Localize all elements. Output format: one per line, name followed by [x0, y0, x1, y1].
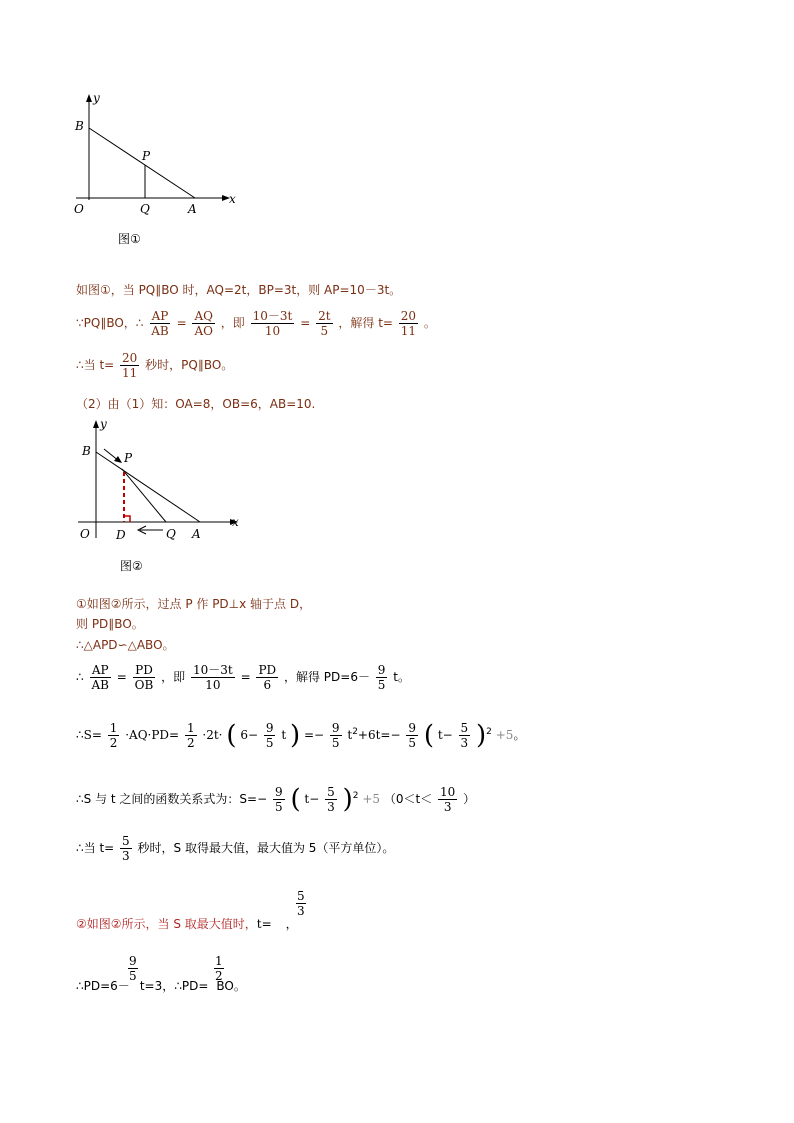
num: AQ — [194, 309, 213, 323]
fraction-20-11 — [399, 309, 418, 338]
label-q: Q — [166, 527, 176, 541]
text-fragment: ， — [285, 917, 298, 931]
text-fragment: ·2t· — [202, 728, 223, 742]
y-axis-arrow — [86, 94, 92, 102]
text-fragment: t — [347, 728, 353, 742]
num: 9 — [129, 954, 137, 968]
left-paren: ( — [290, 784, 301, 815]
fraction-9-5 — [406, 721, 418, 750]
label-p: P — [124, 451, 133, 465]
right-paren: ) — [289, 720, 301, 751]
label-a: A — [192, 527, 201, 541]
text-fragment: ∴S= — [76, 728, 102, 742]
line-11 — [76, 830, 394, 866]
text-fragment: ∴当 t= — [76, 841, 115, 855]
num: AP — [151, 309, 169, 323]
den: 2 — [215, 969, 223, 983]
line-4: （2）由（1）知：OA=8，OB=6，AB=10. — [76, 397, 316, 411]
right-paren: ) — [476, 720, 487, 751]
fraction-9-5 — [330, 721, 342, 750]
num: 10－3t — [252, 309, 293, 323]
left-paren: ( — [226, 720, 237, 751]
fraction-pd-ob — [133, 663, 156, 692]
den: 3 — [460, 736, 469, 750]
fraction-5-3-raised — [296, 889, 306, 918]
y-axis-arrow — [93, 420, 99, 428]
den: AB — [151, 324, 169, 338]
text-fragment: ，即 — [161, 670, 186, 684]
fraction-10-3 — [438, 785, 457, 814]
den: 5 — [320, 324, 329, 338]
num: 9 — [331, 721, 340, 735]
figure-2-caption: 图② — [120, 559, 143, 573]
fraction-5-3 — [459, 721, 471, 750]
num: 20 — [400, 309, 417, 323]
label-x: x — [229, 192, 236, 206]
den: 2 — [186, 736, 195, 750]
den: OB — [134, 678, 154, 692]
left-paren: ( — [423, 720, 434, 751]
num: 20 — [122, 351, 138, 365]
text-fragment: +5 — [495, 728, 514, 742]
num: 2t — [318, 309, 331, 323]
line-1: 如图①，当 PQ∥BO 时，AQ=2t，BP=3t，则 AP=10－3t。 — [76, 283, 402, 297]
figure-1 — [70, 90, 240, 246]
den: 11 — [400, 324, 417, 338]
equals: = — [300, 316, 311, 330]
den: 5 — [377, 678, 386, 692]
num: 5 — [122, 834, 130, 848]
den: 3 — [327, 800, 335, 814]
line-7: ∴△APD∽△ABO。 — [76, 638, 175, 652]
den: 6 — [263, 678, 272, 692]
text-fragment: ②如图②所示，当 S 取最大值时， — [76, 917, 257, 931]
fraction-9-5 — [264, 721, 276, 750]
num: 9 — [274, 785, 283, 799]
fraction-aq-ao — [192, 309, 215, 338]
fraction-10-3t — [251, 309, 295, 338]
text-fragment: ·AQ·PD= — [125, 728, 180, 742]
text-fragment: ∵PQ∥BO，∴ — [76, 316, 144, 330]
den: 5 — [274, 800, 283, 814]
equals: = — [176, 316, 187, 330]
num: 5 — [460, 721, 469, 735]
segment-ba — [96, 452, 200, 522]
num: 10 — [440, 785, 456, 799]
num: PD — [135, 663, 153, 677]
line-2 — [76, 306, 436, 340]
label-b: B — [75, 119, 84, 133]
fraction-ap-ab — [149, 309, 170, 338]
num: 9 — [408, 721, 417, 735]
text-fragment: =− — [303, 728, 325, 742]
num: 5 — [327, 785, 335, 799]
line-5: ①如图②所示，过点 P 作 PD⊥x 轴于点 D， — [76, 597, 312, 611]
den: 5 — [408, 736, 417, 750]
num: 1 — [215, 954, 223, 968]
text-fragment: BO。 — [216, 979, 246, 993]
fraction-pd-6 — [256, 663, 278, 692]
num: 1 — [109, 721, 118, 735]
text-fragment: ∴ — [76, 670, 84, 684]
den: 3 — [297, 904, 305, 918]
label-p: P — [142, 149, 151, 163]
den: 5 — [331, 736, 340, 750]
den: AB — [91, 678, 109, 692]
text-fragment: ∴PD=6－ — [76, 979, 130, 993]
text-fragment: t= — [256, 917, 272, 931]
label-o: O — [80, 527, 90, 541]
right-paren: ) — [342, 784, 353, 815]
text-fragment: t。 — [393, 670, 410, 684]
text-fragment: ，解得 t= — [338, 316, 393, 330]
line-8 — [76, 660, 410, 694]
arrow-b-to-p-head — [114, 456, 122, 463]
label-x: x — [232, 515, 239, 529]
figure-2-diagram — [74, 416, 249, 546]
text-fragment: t=3，∴PD= — [139, 979, 209, 993]
num: 5 — [297, 889, 305, 903]
label-y: y — [93, 91, 100, 105]
num: PD — [258, 663, 277, 677]
text-fragment: 。 — [513, 728, 526, 742]
den: 10 — [264, 324, 281, 338]
text-fragment: t− — [304, 792, 320, 806]
text-fragment: 秒时，PQ∥BO。 — [145, 358, 234, 372]
figure-1-diagram — [70, 90, 240, 215]
fraction-9-5 — [376, 663, 388, 692]
fraction-1-2-raised — [214, 954, 224, 983]
label-d: D — [116, 528, 126, 542]
superscript: 2 — [486, 727, 492, 737]
den: AO — [194, 324, 213, 338]
text-fragment: 秒时，S 取得最大值，最大值为 5（平方单位）。 — [137, 841, 395, 855]
label-q: Q — [140, 202, 150, 216]
text-fragment: 。 — [423, 316, 436, 330]
fraction-9-5-raised — [128, 954, 138, 983]
num: 9 — [265, 721, 274, 735]
text-fragment: ∴当 t= — [76, 358, 115, 372]
text-fragment: t — [281, 728, 287, 742]
equals: = — [240, 670, 251, 684]
num: 1 — [186, 721, 195, 735]
den: 11 — [122, 366, 138, 380]
den: 3 — [122, 849, 130, 863]
num: 10－3t — [193, 663, 233, 677]
label-o: O — [74, 202, 84, 216]
segment-ba — [89, 128, 195, 198]
superscript: 2 — [352, 727, 358, 737]
num: 9 — [377, 663, 386, 677]
fraction-10-3t — [191, 663, 235, 692]
fraction-9-5 — [273, 785, 285, 814]
den: 10 — [205, 678, 221, 692]
line-10 — [76, 776, 475, 819]
den: 2 — [109, 736, 118, 750]
den: 5 — [265, 736, 274, 750]
fraction-5-3 — [120, 834, 132, 863]
line-9 — [76, 712, 525, 755]
fraction-1-2 — [108, 721, 120, 750]
line-6: 则 PD∥BO。 — [76, 617, 144, 631]
fraction-2t-5 — [316, 309, 332, 338]
fraction-20-11 — [120, 351, 139, 380]
text-fragment: ∴S 与 t 之间的函数关系式为：S=− — [76, 792, 268, 806]
fraction-1-2 — [185, 721, 197, 750]
label-y: y — [100, 417, 107, 431]
fraction-ap-ab — [89, 663, 110, 692]
line-3 — [76, 348, 233, 382]
text-fragment: t− — [437, 728, 453, 742]
figure-2 — [74, 416, 249, 573]
figure-1-caption: 图① — [118, 232, 141, 246]
line-12 — [76, 916, 298, 932]
den: 3 — [443, 800, 452, 814]
text-fragment: ，即 — [220, 316, 245, 330]
segment-pq — [122, 469, 166, 522]
text-fragment: +6t=− — [357, 728, 401, 742]
num: AP — [91, 663, 109, 677]
text-fragment: 6− — [240, 728, 259, 742]
text-fragment: （0＜t＜ — [383, 792, 433, 806]
equals: = — [116, 670, 127, 684]
label-b: B — [82, 444, 91, 458]
text-fragment: ，解得 PD=6－ — [283, 670, 370, 684]
den: 5 — [129, 969, 137, 983]
text-fragment: ） — [463, 792, 476, 806]
superscript: 2 — [352, 791, 359, 801]
label-a: A — [188, 202, 197, 216]
text-fragment: +5 — [362, 792, 381, 806]
fraction-5-3 — [325, 785, 337, 814]
